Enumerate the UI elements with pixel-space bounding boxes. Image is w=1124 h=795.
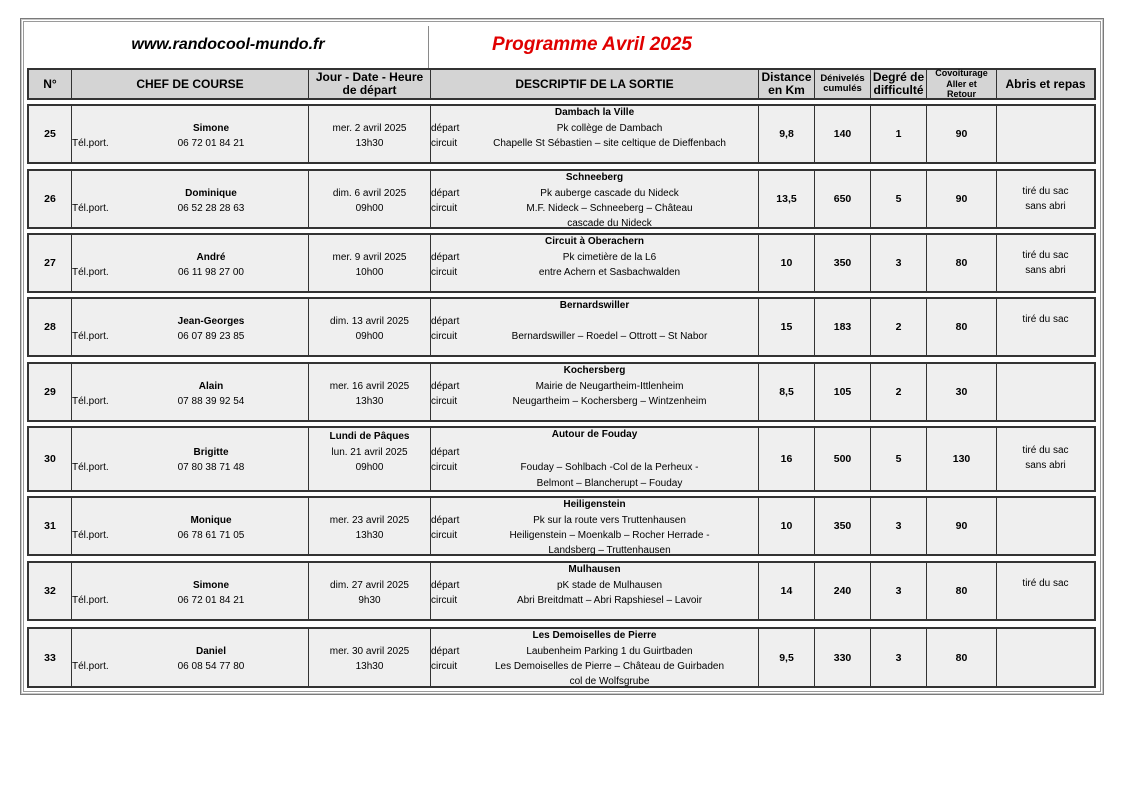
row-abris <box>996 235 1094 291</box>
row-distance: 9,5 <box>758 629 814 686</box>
abris-line-2: sans abri <box>1025 265 1066 276</box>
row-description <box>430 563 758 619</box>
date-text: dim. 13 avril 2025 <box>330 316 409 327</box>
row-description <box>430 171 758 227</box>
time-text: 09h00 <box>355 203 384 214</box>
row-chef <box>71 498 308 554</box>
row-date <box>308 364 430 420</box>
row-description <box>430 235 758 291</box>
programme-title: Programme Avril 2025 <box>492 34 692 55</box>
circuit-text: M.F. Nideck – Schneeberg – Château <box>526 203 693 214</box>
circuit-label: circuit <box>431 530 458 541</box>
depart-label: départ <box>431 188 460 199</box>
row-distance: 10 <box>758 235 814 291</box>
row-abris <box>996 299 1094 355</box>
circuit-text-2: col de Wolfsgrube <box>569 676 650 687</box>
depart-label: départ <box>431 123 460 134</box>
row-denivele: 500 <box>814 428 870 490</box>
abris-line-1: tiré du sac <box>1022 250 1069 261</box>
header-num: N° <box>43 76 57 91</box>
time-text: 10h00 <box>355 267 384 278</box>
header-denivele: Dénivelés cumulés <box>814 70 870 98</box>
row-distance: 13,5 <box>758 171 814 227</box>
row-chef <box>71 106 308 162</box>
depart-text: pK stade de Mulhausen <box>556 580 663 591</box>
row-degre: 3 <box>870 498 926 554</box>
chef-phone: 06 72 01 84 21 <box>177 138 245 149</box>
row-description <box>430 364 758 420</box>
row-chef <box>71 171 308 227</box>
header-desc: DESCRIPTIF DE LA SORTIE <box>430 70 758 98</box>
table-row <box>27 362 1096 422</box>
special-day: Lundi de Pâques <box>329 431 410 442</box>
row-covoiturage: 30 <box>926 364 996 420</box>
circuit-label: circuit <box>431 595 458 606</box>
row-number: 32 <box>44 585 56 597</box>
circuit-label: circuit <box>431 661 458 672</box>
row-abris <box>996 106 1094 162</box>
row-description <box>430 498 758 554</box>
row-distance: 16 <box>758 428 814 490</box>
row-number: 27 <box>44 257 56 269</box>
row-distance: 8,5 <box>758 364 814 420</box>
tel-label: Tél.port. <box>72 462 109 473</box>
chef-phone: 07 88 39 92 54 <box>177 396 245 407</box>
circuit-label: circuit <box>431 203 458 214</box>
header-covoiturage: Covoiturage Aller et Retour <box>926 70 996 98</box>
circuit-text: entre Achern et Sasbachwalden <box>538 267 681 278</box>
row-denivele: 650 <box>814 171 870 227</box>
table-row <box>27 169 1096 229</box>
table-row <box>27 233 1096 293</box>
row-distance: 9,8 <box>758 106 814 162</box>
row-description <box>430 629 758 686</box>
row-chef <box>71 629 308 686</box>
tel-label: Tél.port. <box>72 267 109 278</box>
table-header <box>27 68 1096 100</box>
outing-title: Heiligenstein <box>563 499 626 510</box>
row-date <box>308 106 430 162</box>
row-chef <box>71 235 308 291</box>
row-distance: 10 <box>758 498 814 554</box>
abris-line-1: tiré du sac <box>1022 445 1069 456</box>
row-degre: 5 <box>870 428 926 490</box>
circuit-text: Chapelle St Sébastien – site celtique de Dieffenbach <box>493 138 726 149</box>
row-chef <box>71 299 308 355</box>
row-chef <box>71 364 308 420</box>
row-covoiturage: 80 <box>926 629 996 686</box>
chef-name: Brigitte <box>193 447 229 458</box>
header-degre: Degré de difficulté <box>870 70 926 98</box>
depart-label: départ <box>431 316 460 327</box>
table-row <box>27 496 1096 556</box>
abris-line-1: tiré du sac <box>1022 314 1069 325</box>
row-denivele: 140 <box>814 106 870 162</box>
row-covoiturage: 90 <box>926 171 996 227</box>
row-denivele: 183 <box>814 299 870 355</box>
time-text: 9h30 <box>358 595 381 606</box>
row-date <box>308 299 430 355</box>
title-separator <box>428 26 429 69</box>
row-date <box>308 235 430 291</box>
outing-title: Bernardswiller <box>559 300 630 311</box>
row-covoiturage: 80 <box>926 563 996 619</box>
circuit-text: Fouday – Sohlbach -Col de la Perheux - <box>520 462 699 473</box>
date-text: dim. 6 avril 2025 <box>332 188 407 199</box>
chef-phone: 06 52 28 28 63 <box>177 203 245 214</box>
date-text: lun. 21 avril 2025 <box>331 447 408 458</box>
header-abris: Abris et repas <box>996 70 1094 98</box>
row-description <box>430 428 758 490</box>
abris-line-2: sans abri <box>1025 201 1066 212</box>
table-row <box>27 104 1096 164</box>
chef-name: André <box>196 252 226 263</box>
chef-name: Jean-Georges <box>177 316 245 327</box>
depart-text: Mairie de Neugartheim-Ittlenheim <box>535 381 684 392</box>
outing-title: Mulhausen <box>568 564 621 575</box>
row-description <box>430 106 758 162</box>
header-distance: Distance en Km <box>758 70 814 98</box>
date-text: mer. 2 avril 2025 <box>332 123 407 134</box>
date-text: mer. 30 avril 2025 <box>329 646 410 657</box>
tel-label: Tél.port. <box>72 530 109 541</box>
row-distance: 14 <box>758 563 814 619</box>
table-row <box>27 426 1096 492</box>
circuit-text: Abri Breitdmatt – Abri Rapshiesel – Lavoir <box>516 595 703 606</box>
chef-phone: 06 07 89 23 85 <box>177 331 245 342</box>
depart-label: départ <box>431 580 460 591</box>
row-date <box>308 171 430 227</box>
time-text: 09h00 <box>355 462 384 473</box>
chef-name: Monique <box>190 515 232 526</box>
row-abris <box>996 498 1094 554</box>
chef-name: Simone <box>192 123 230 134</box>
row-chef <box>71 428 308 490</box>
circuit-label: circuit <box>431 138 458 149</box>
row-number: 25 <box>44 128 56 140</box>
row-abris <box>996 629 1094 686</box>
row-date <box>308 629 430 686</box>
chef-phone: 07 80 38 71 48 <box>177 462 245 473</box>
row-degre: 3 <box>870 563 926 619</box>
chef-name: Daniel <box>195 646 226 657</box>
tel-label: Tél.port. <box>72 331 109 342</box>
date-text: mer. 9 avril 2025 <box>332 252 407 263</box>
row-degre: 3 <box>870 235 926 291</box>
abris-line-2: sans abri <box>1025 460 1066 471</box>
circuit-text-2: cascade du Nideck <box>567 218 652 229</box>
date-text: mer. 16 avril 2025 <box>329 381 410 392</box>
row-date <box>308 428 430 490</box>
row-denivele: 105 <box>814 364 870 420</box>
row-degre: 2 <box>870 299 926 355</box>
row-denivele: 240 <box>814 563 870 619</box>
depart-label: départ <box>431 252 460 263</box>
tel-label: Tél.port. <box>72 661 109 672</box>
row-abris <box>996 364 1094 420</box>
table-row <box>27 297 1096 357</box>
row-degre: 3 <box>870 629 926 686</box>
depart-label: départ <box>431 515 460 526</box>
circuit-text: Les Demoiselles de Pierre – Château de Guirbaden <box>494 661 725 672</box>
site-url: www.randocool-mundo.fr <box>131 36 325 53</box>
header-chef: CHEF DE COURSE <box>71 70 308 98</box>
row-description <box>430 299 758 355</box>
date-text: mer. 23 avril 2025 <box>329 515 410 526</box>
depart-text: Pk collège de Dambach <box>556 123 663 134</box>
row-covoiturage: 130 <box>926 428 996 490</box>
row-date <box>308 563 430 619</box>
header-date: Jour - Date - Heure de départ <box>308 70 430 98</box>
chef-phone: 06 08 54 77 80 <box>177 661 245 672</box>
circuit-text-2: Belmont – Blancherupt – Fouday <box>536 478 683 489</box>
time-text: 09h00 <box>355 331 384 342</box>
tel-label: Tél.port. <box>72 396 109 407</box>
row-degre: 1 <box>870 106 926 162</box>
outing-title: Circuit à Oberachern <box>545 236 644 247</box>
time-text: 13h30 <box>355 138 384 149</box>
outing-title: Autour de Fouday <box>551 429 638 440</box>
time-text: 13h30 <box>355 530 384 541</box>
depart-text: Pk cimetière de la L6 <box>562 252 657 263</box>
circuit-label: circuit <box>431 331 458 342</box>
row-covoiturage: 90 <box>926 106 996 162</box>
row-number: 28 <box>44 321 56 333</box>
row-chef <box>71 563 308 619</box>
depart-label: départ <box>431 646 460 657</box>
row-number: 33 <box>44 651 56 664</box>
row-covoiturage: 80 <box>926 299 996 355</box>
row-degre: 5 <box>870 171 926 227</box>
row-denivele: 350 <box>814 498 870 554</box>
table-row <box>27 627 1096 688</box>
chef-phone: 06 78 61 71 05 <box>177 530 245 541</box>
depart-label: départ <box>431 447 460 458</box>
outing-title: Les Demoiselles de Pierre <box>532 630 657 641</box>
outing-title: Kochersberg <box>563 365 626 376</box>
circuit-text: Neugartheim – Kochersberg – Wintzenheim <box>512 396 707 407</box>
depart-text: Laubenheim Parking 1 du Guirtbaden <box>526 646 693 657</box>
row-denivele: 330 <box>814 629 870 686</box>
depart-text: Pk auberge cascade du Nideck <box>540 188 679 199</box>
depart-label: départ <box>431 381 460 392</box>
circuit-text-2: Landsberg – Truttenhausen <box>548 545 671 556</box>
chef-phone: 06 72 01 84 21 <box>177 595 245 606</box>
row-denivele: 350 <box>814 235 870 291</box>
row-covoiturage: 90 <box>926 498 996 554</box>
chef-phone: 06 11 98 27 00 <box>178 267 244 278</box>
table-row <box>27 561 1096 621</box>
row-number: 26 <box>44 193 56 205</box>
row-covoiturage: 80 <box>926 235 996 291</box>
depart-text: Pk sur la route vers Truttenhausen <box>533 515 686 526</box>
chef-name: Alain <box>198 381 224 392</box>
row-number: 29 <box>44 386 56 398</box>
outing-title: Schneeberg <box>565 172 624 183</box>
circuit-text: Bernardswiller – Roedel – Ottrott – St Nabor <box>511 331 708 342</box>
row-abris <box>996 428 1094 490</box>
time-text: 13h30 <box>355 661 384 672</box>
tel-label: Tél.port. <box>72 595 109 606</box>
time-text: 13h30 <box>355 396 384 407</box>
outing-title: Dambach la Ville <box>554 107 635 118</box>
circuit-text: Heiligenstein – Moenkalb – Rocher Herrade - <box>509 530 710 541</box>
row-abris <box>996 171 1094 227</box>
circuit-label: circuit <box>431 396 458 407</box>
chef-name: Simone <box>192 580 230 591</box>
abris-line-1: tiré du sac <box>1022 186 1069 197</box>
row-number: 31 <box>44 520 56 532</box>
tel-label: Tél.port. <box>72 203 109 214</box>
chef-name: Dominique <box>185 188 237 199</box>
abris-line-1: tiré du sac <box>1022 578 1069 589</box>
row-number: 30 <box>44 453 56 465</box>
circuit-label: circuit <box>431 462 458 473</box>
row-abris <box>996 563 1094 619</box>
tel-label: Tél.port. <box>72 138 109 149</box>
row-degre: 2 <box>870 364 926 420</box>
date-text: dim. 27 avril 2025 <box>330 580 409 591</box>
row-date <box>308 498 430 554</box>
circuit-label: circuit <box>431 267 458 278</box>
row-distance: 15 <box>758 299 814 355</box>
